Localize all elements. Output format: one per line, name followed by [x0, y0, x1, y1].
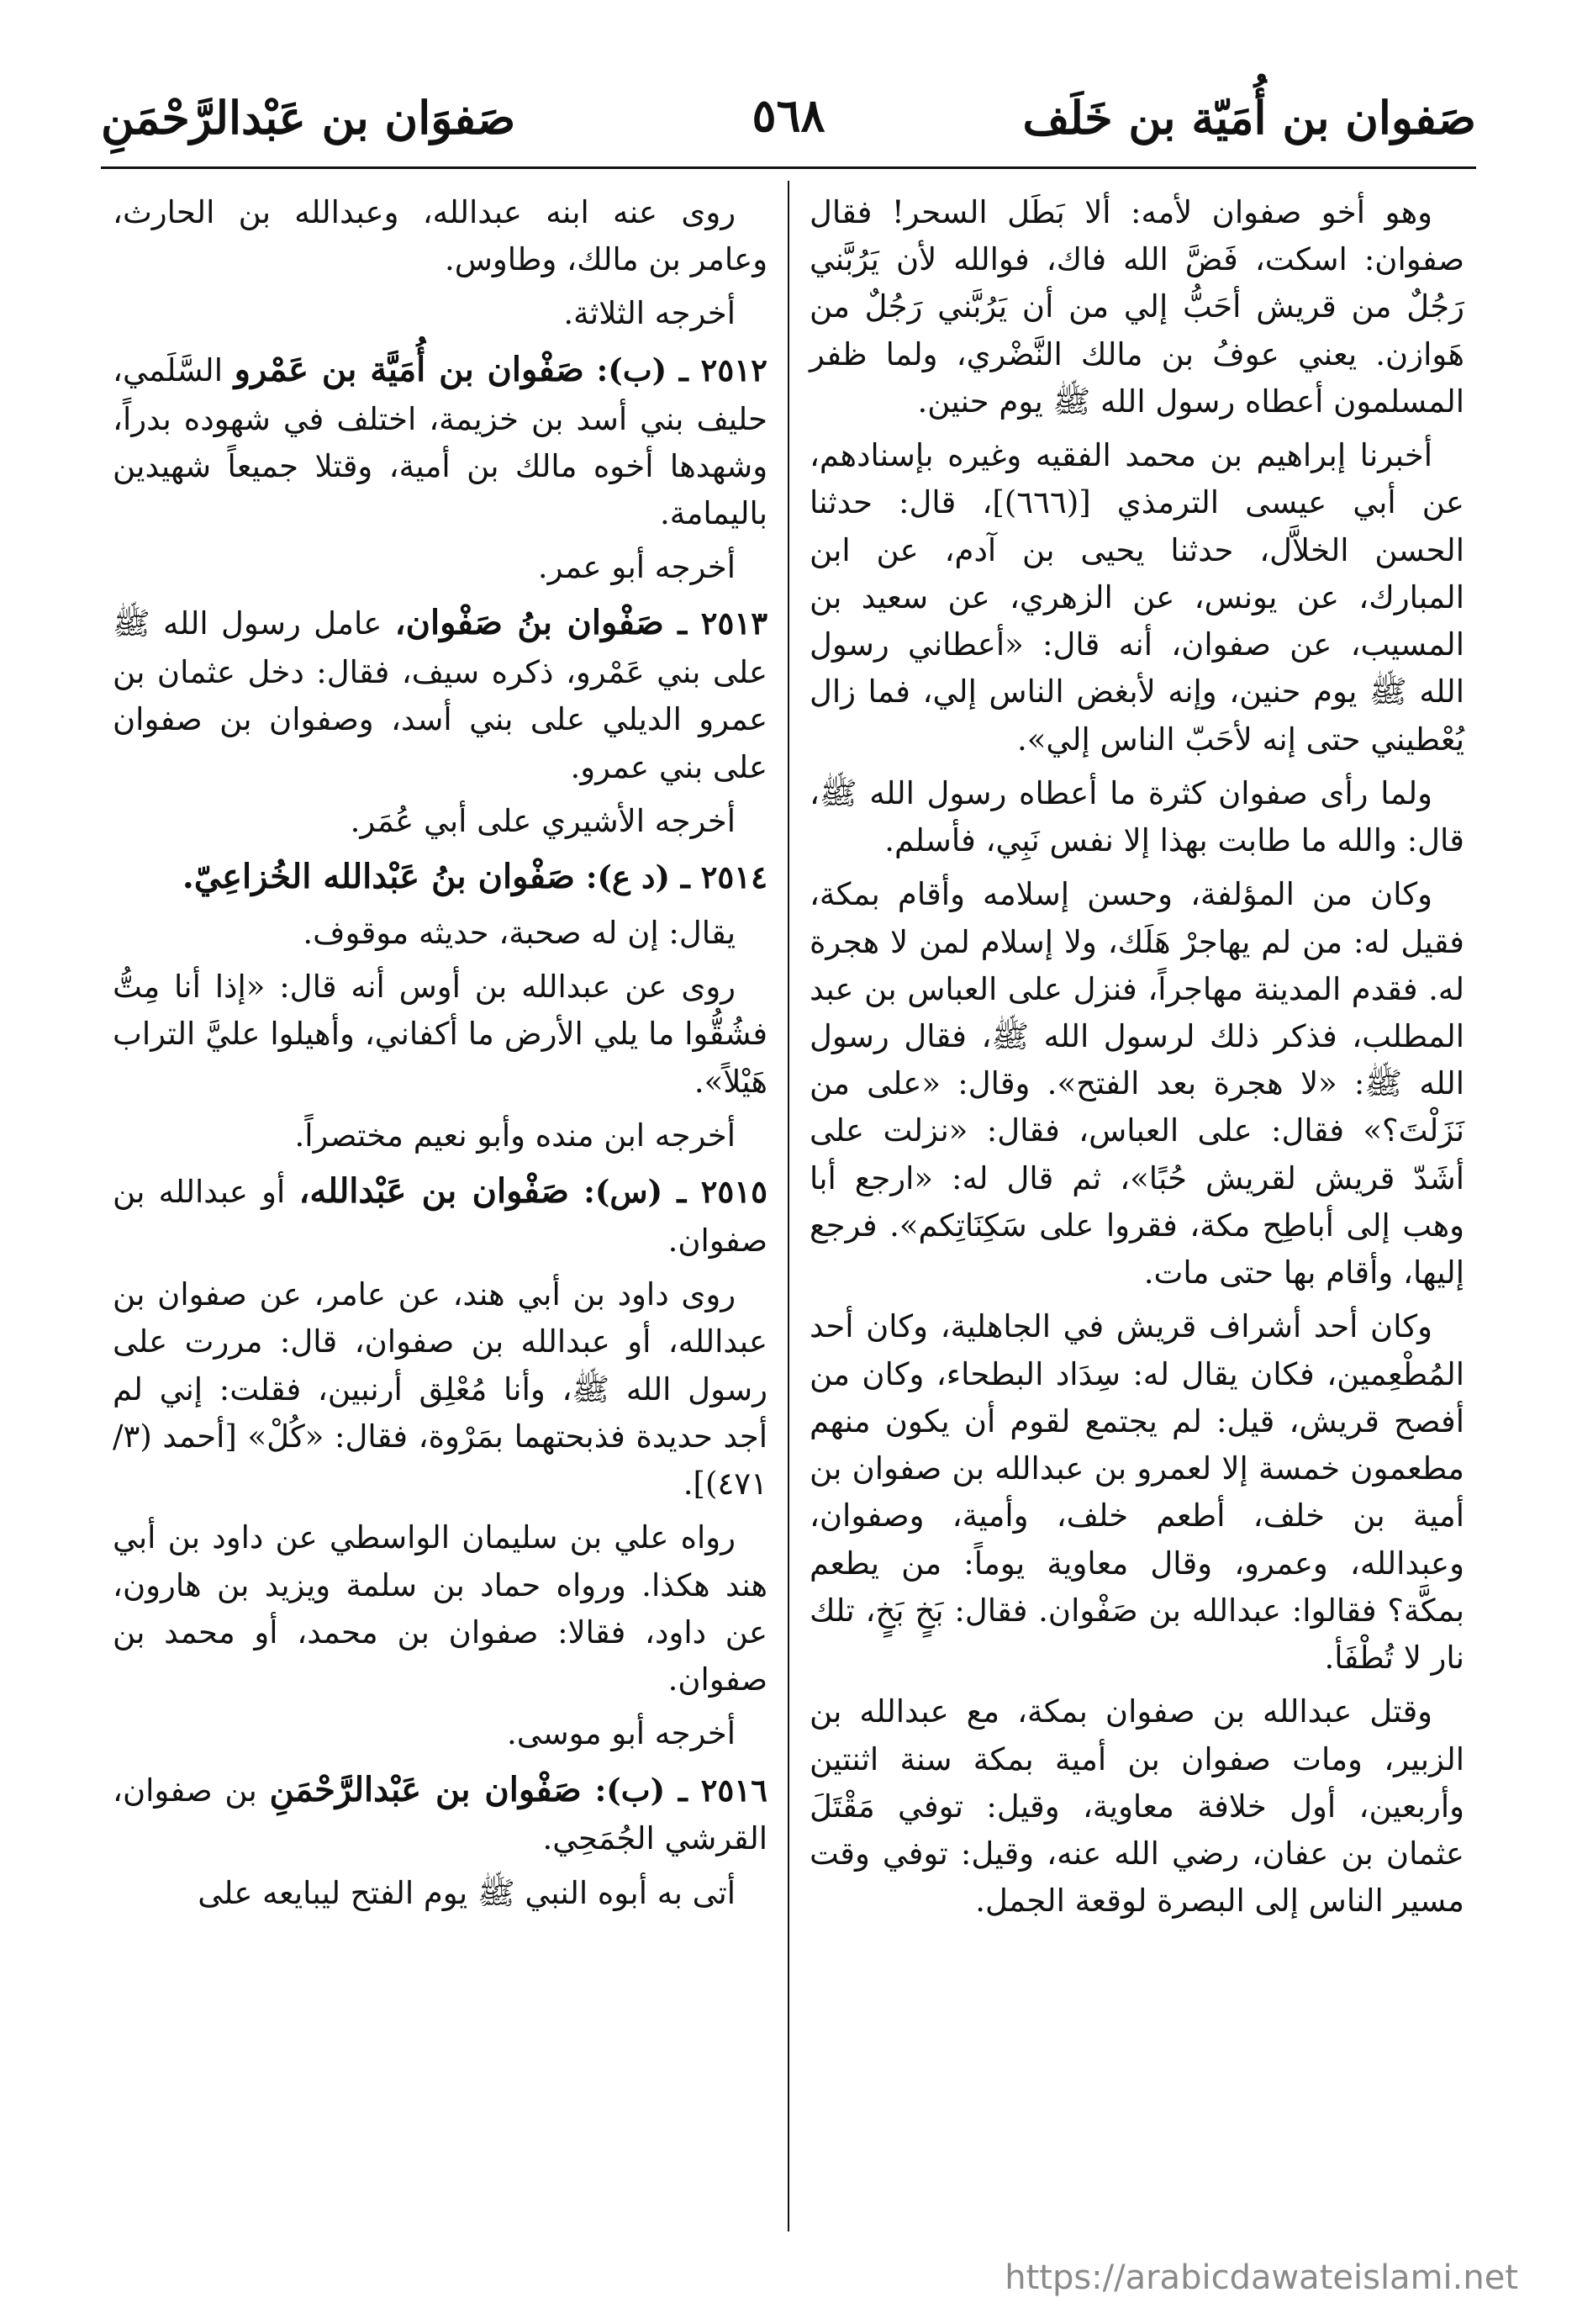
entry-name: صَفْوان بنُ صَفْوان،: [394, 603, 664, 643]
paragraph-text: بن صفوان، القرشي الجُمَحِي.: [113, 1772, 768, 1857]
running-title-left: صَفوَان بن عَبْدالرَّحْمَنِ: [101, 91, 516, 145]
entry-number: ٢٥١٦ ـ (ب):: [581, 1771, 768, 1809]
entry-number: ٢٥١٣ ـ: [663, 605, 768, 642]
paragraph-text: وكان أحد أشراف قريش في الجاهلية، وكان أحد المُطْعِمين، فكان يقال له: سِدَاد البطحاء، وكان من أفصح قريش، قيل: لم يجتمع لقوم أن يكون منهم مطعمون خمسة إلا لعمرو بن عبدالله بن صفوان بن أمية بن خلف، أطعم خلف، وأمية، وصفوان، وعبدالله، وعمرو، وقال معاوية يوماً: من يطعم بمكَّة؟ فقالوا: عبدالله بن صَفْوان. فقال: بَخٍ بَخٍ، تلك نار لا تُطْفَأ.: [809, 1308, 1464, 1677]
body-paragraph: [810, 432, 1464, 763]
paragraph-text: أخبرنا إبراهيم بن محمد الفقيه وغيره بإسنادهم، عن أبي عيسى الترمذي [(٦٦٦)]، قال: حدثنا الحسن الخلاَّل، حدثنا يحيى بن آدم، عن ابن المبارك، عن يونس، عن الزهري، عن سعيد بن المسيب، عن صفوان، أنه قال: «أعطاني رسول الله ﷺ يوم حنين، وإنه لأبغض الناس إلي، فما زال يُعْطيني حتى إنه لأحَبّ الناس إلي».: [809, 437, 1464, 758]
entry-paragraph: [113, 1166, 767, 1265]
paragraph-text: وقتل عبدالله بن صفوان بمكة، مع عبدالله بن الزبير، ومات صفوان بن أمية بمكة سنة اثنتين وأربعين، أول خلافة معاوية، وقيل: توفي مَقْتَلَ عثمان بن عفان، رضي الله عنه، وقيل: توفي وقت مسير الناس إلى البصرة لوقعة الجمل.: [809, 1693, 1464, 1920]
header-rule: [101, 166, 1476, 169]
body-paragraph: [810, 1688, 1464, 1925]
body-paragraph: [113, 1112, 767, 1159]
right-column: [798, 181, 1476, 2232]
paragraph-text: روى عنه ابنه عبدالله، وعبدالله بن الحارث، وعامر بن مالك، وطاوس.: [113, 194, 768, 278]
site-watermark: https://arabicdawateislami.net: [1005, 2258, 1518, 2297]
paragraph-text: أخرجه ابن منده وأبو نعيم مختصراً.: [294, 1117, 736, 1154]
body-paragraph: [810, 770, 1464, 864]
paragraph-text: يقال: إن له صحبة، حديثه موقوف.: [303, 914, 736, 951]
paragraph-text: روى عن عبدالله بن أوس أنه قال: «إذا أنا مِتُّ فشُقُّوا ما يلي الأرض ما أكفاني، وأهيلوا عليَّ التراب هَيْلاً».: [113, 969, 768, 1100]
body-paragraph: [113, 290, 767, 337]
paragraph-text: أخرجه الثلاثة.: [563, 295, 736, 332]
entry-name: صَفْوان بن أُمَيَّة بن عَمْرو: [234, 349, 584, 389]
paragraph-text: روى داود بن أبي هند، عن عامر، عن صفوان بن عبدالله، أو عبدالله بن صفوان، قال: مررت على رسول الله ﷺ، وأنا مُعْلِق أرنبين، فقلت: إني لم أجد حديدة فذبحتهما بمَرْوة، فقال: «كُلْ» [أحمد (٣/ ٤٧١)].: [113, 1276, 768, 1503]
paragraph-text: ولما رأى صفوان كثرة ما أعطاه رسول الله ﷺ، قال: والله ما طابت بهذا إلا نفس نَبِي، فأسلم.: [809, 774, 1464, 859]
entry-paragraph: [113, 852, 767, 903]
paragraph-text: وكان من المؤلفة، وحسن إسلامه وأقام بمكة، فقيل له: من لم يهاجرْ هَلَك، ولا إسلام لمن لا هجرة له. فقدم المدينة مهاجراً، فنزل على العباس بن عبد المطلب، فذكر ذلك لرسول الله ﷺ، فقال رسول الله ﷺ: «لا هجرة بعد الفتح». وقال: «على من نَزَلْتَ؟» فقال: على العباس، فقال: «نزلت على أشَدّ قريش لقريش حُبًا»، ثم قال له: «ارجع أبا وهب إلى أباطِح مكة، فقروا على سَكِنَاتِكم». فرجع إليها، وأقام بها حتى مات.: [809, 876, 1464, 1291]
page-number: ٥٦٨: [752, 88, 825, 142]
body-paragraph: [810, 1303, 1464, 1682]
body-paragraph: [113, 1710, 767, 1757]
entry-name: صَفْوان بن عَبْدالله،: [298, 1171, 569, 1212]
paragraph-text: السَّلَمي، حليف بني أسد بن خزيمة، اختلف في شهوده بدراً، وشهدها أخوه مالك بن أمية، وقتلا جميعاً شهيدين باليمامة.: [113, 351, 768, 531]
body-paragraph: [810, 871, 1464, 1297]
body-paragraph: [113, 544, 767, 591]
body-paragraph: [113, 1514, 767, 1703]
entry-paragraph: [113, 345, 767, 538]
entry-number: ٢٥١٤ ـ (د ع):: [574, 858, 768, 896]
column-divider: [788, 181, 789, 2232]
entry-number: ٢٥١٢ ـ (ب):: [583, 351, 768, 388]
left-column: [101, 181, 779, 2232]
paragraph-text: أخرجه أبو موسى.: [507, 1715, 736, 1752]
entry-name: صَفْوان بنُ عَبْدالله الخُزاعِيّ.: [182, 857, 575, 897]
body-paragraph: [113, 798, 767, 845]
entry-name: صَفْوان بن عَبْدالرَّحْمَنِ: [269, 1769, 582, 1809]
paragraph-text: أو عبدالله بن صفوان.: [113, 1174, 768, 1259]
body-paragraph: [113, 910, 767, 957]
running-title-right: صَفوان بن أُمَيّة بن خَلَف: [1022, 91, 1476, 145]
two-column-body: [101, 181, 1476, 2232]
paragraph-text: أخرجه أبو عمر.: [537, 549, 736, 586]
body-paragraph: [113, 1870, 767, 1917]
body-paragraph: [113, 189, 767, 283]
entry-paragraph: [113, 1765, 767, 1863]
body-paragraph: [113, 1271, 767, 1508]
body-paragraph: [810, 189, 1464, 425]
entry-number: ٢٥١٥ ـ (س):: [568, 1173, 768, 1211]
paragraph-text: أتى به أبوه النبي ﷺ يوم الفتح ليبايعه على: [198, 1874, 736, 1911]
paragraph-text: عامل رسول الله ﷺ على بني عَمْرو، ذكره سيف، فقال: دخل عثمان بن عمرو الديلي على بني أسد، وصفوان بن صفوان على بني عمرو.: [113, 605, 768, 785]
entry-paragraph: [113, 598, 767, 791]
paragraph-text: أخرجه الأشيري على أبي عُمَر.: [350, 802, 736, 839]
body-paragraph: [113, 964, 767, 1106]
paragraph-text: وهو أخو صفوان لأمه: ألا بَطَل السحر! فقال صفوان: اسكت، فَضَّ الله فاك، فوالله لأن يَرُبَّني رَجُلٌ من قريش أحَبُّ إلي من أن يَرُبَّني رَجُلٌ من هَوازن. يعني عوفُ بن مالك النَّضْري، ولما ظفر المسلمون أعطاه رسول الله ﷺ يوم حنين.: [809, 194, 1464, 420]
paragraph-text: رواه علي بن سليمان الواسطي عن داود بن أبي هند هكذا. ورواه حماد بن سلمة ويزيد بن هارون، عن داود، فقالا: صفوان بن محمد، أو محمد بن صفوان.: [113, 1519, 768, 1698]
